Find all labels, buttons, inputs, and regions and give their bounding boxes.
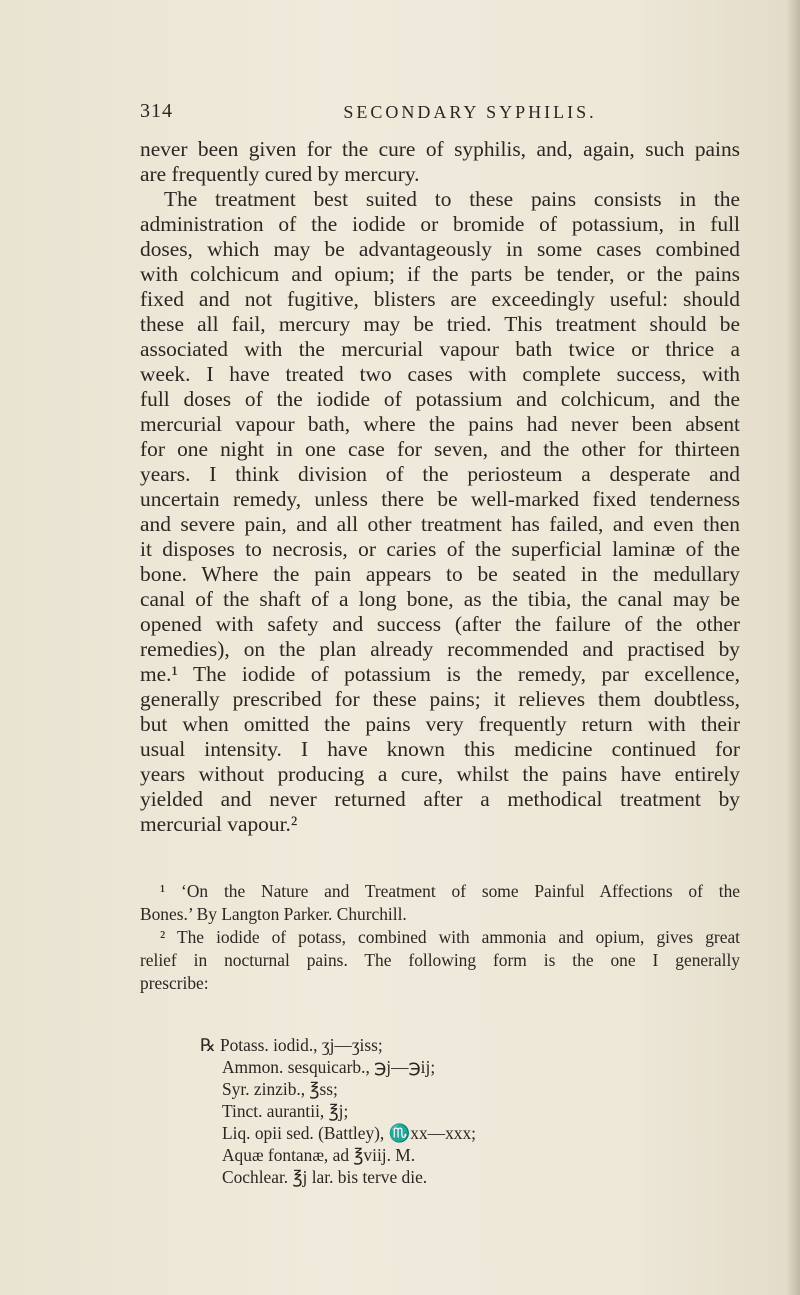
footnote-line: Bones.’ By Langton Parker. Churchill.: [140, 904, 407, 924]
text-line: full doses of the iodide of potassium and colchicum, and the: [140, 387, 740, 411]
page-header: [140, 100, 740, 124]
text-line: week. I have treated two cases with complete success, with: [140, 362, 740, 386]
text-line: fixed and not fugitive, blisters are exceedingly useful: should: [140, 287, 740, 311]
prescription-line: Syr. zinzib., ℥ss;: [222, 1079, 338, 1099]
text-line: uncertain remedy, unless there be well-marked fixed tenderness: [140, 487, 740, 511]
footnote-line: ¹ ‘On the Nature and Treatment of some Painful Affections of the: [160, 881, 740, 901]
text-line: me.¹ The iodide of potassium is the remedy, par excellence,: [140, 662, 740, 686]
text-line: and severe pain, and all other treatment has failed, and even then: [140, 512, 740, 536]
text-line: never been given for the cure of syphilis, and, again, such pains: [140, 137, 740, 161]
text-line: mercurial vapour bath, where the pains had never been absent: [140, 412, 740, 436]
prescription-line: ℞ Potass. iodid., ʒj—ʒiss;: [200, 1035, 383, 1055]
prescription: [200, 1034, 680, 1188]
text-line: it disposes to necrosis, or caries of the superficial laminæ of the: [140, 537, 740, 561]
text-line: for one night in one case for seven, and the other for thirteen: [140, 437, 740, 461]
text-line: opened with safety and success (after the failure of the other: [140, 612, 740, 636]
prescription-line: Cochlear. ℥j lar. bis terve die.: [222, 1167, 428, 1187]
text-line: years. I think division of the periosteum a desperate and: [140, 462, 740, 486]
text-line: canal of the shaft of a long bone, as the tibia, the canal may be: [140, 587, 740, 611]
text-line: The treatment best suited to these pains consists in the: [164, 187, 740, 211]
text-line: remedies), on the plan already recommended and practised by: [140, 637, 740, 661]
footnote-line: ² The iodide of potass, combined with ammonia and opium, gives great: [160, 927, 740, 947]
prescription-line: Liq. opii sed. (Battley), ♏xx—xxx;: [222, 1123, 476, 1143]
page-number: 314: [140, 100, 173, 122]
running-head: SECONDARY SYPHILIS.: [343, 102, 597, 122]
text-line: mercurial vapour.²: [140, 812, 298, 836]
text-line: associated with the mercurial vapour bath twice or thrice a: [140, 337, 740, 361]
footnote-line: prescribe:: [140, 973, 209, 993]
page-edge-shadow: [786, 0, 800, 1295]
text-line: yielded and never returned after a methodical treatment by: [140, 787, 740, 811]
footnotes: [140, 880, 740, 995]
text-line: doses, which may be advantageously in some cases combined: [140, 237, 740, 261]
text-line: administration of the iodide or bromide of potassium, in full: [140, 212, 740, 236]
text-line: these all fail, mercury may be tried. This treatment should be: [140, 312, 740, 336]
text-line: are frequently cured by mercury.: [140, 162, 420, 186]
main-text: [140, 137, 740, 837]
text-line: but when omitted the pains very frequently return with their: [140, 712, 740, 736]
prescription-line: Tinct. aurantii, ℥j;: [222, 1101, 349, 1121]
footnote-line: relief in nocturnal pains. The following form is the one I generally: [140, 950, 740, 970]
text-line: with colchicum and opium; if the parts be tender, or the pains: [140, 262, 740, 286]
text-line: bone. Where the pain appears to be seated in the medullary: [140, 562, 740, 586]
text-line: usual intensity. I have known this medicine continued for: [140, 737, 740, 761]
text-line: years without producing a cure, whilst the pains have entirely: [140, 762, 740, 786]
prescription-line: Aquæ fontanæ, ad ℥viij. M.: [222, 1145, 416, 1165]
prescription-line: Ammon. sesquicarb., ℈j—℈ij;: [222, 1057, 436, 1077]
text-line: generally prescribed for these pains; it relieves them doubtless,: [140, 687, 740, 711]
